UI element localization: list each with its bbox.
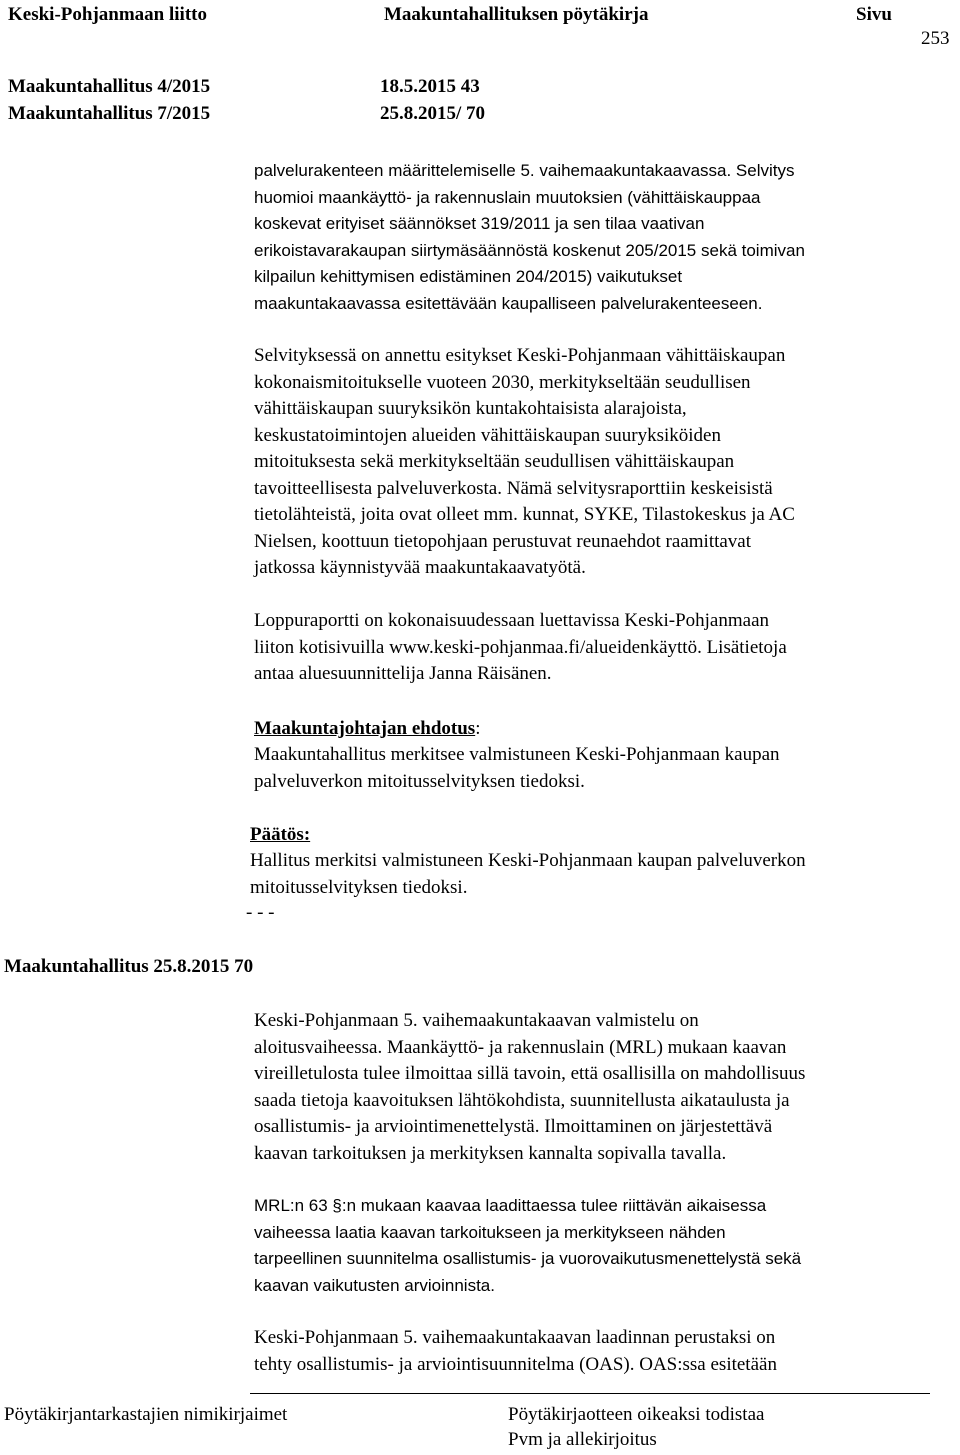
s1-paragraph-3 — [254, 608, 787, 688]
decision-text — [250, 848, 806, 901]
decision-heading: Päätös: — [250, 824, 311, 845]
section-separator: - - - — [246, 902, 275, 923]
s1-paragraph-2 — [254, 343, 795, 582]
text-line: keskustatoimintojen alueiden vähittäiskaupan suuryksiköiden — [254, 424, 721, 446]
text-line: tarpeellinen suunnitelma osallistumis- ja vuorovaikutusmenettelystä sekä — [254, 1249, 802, 1268]
text-line: jatkossa käynnistyvää maakuntakaavatyötä. — [254, 557, 586, 578]
meeting-ref-2-date: 25.8.2015/ 70 — [380, 103, 486, 124]
text-line: tehty osallistumis- ja arviointisuunnitelma (OAS). OAS:ssa esitetään — [254, 1353, 777, 1375]
text-line: Loppuraportti on kokonaisuudessaan luettavissa Keski-Pohjanmaan — [254, 610, 770, 631]
text-line: vireilletulosta tulee ilmoittaa sillä tavoin, että osallisilla on mahdollisuus — [254, 1063, 806, 1084]
text-line: Nielsen, koottuun tietopohjaan perustuvat reunaehdot raamittavat — [254, 530, 752, 552]
section-2-meeting-label: Maakuntahallitus 25.8.2015 70 — [4, 956, 254, 977]
s1-paragraph-1 — [254, 158, 805, 317]
text-line: Hallitus merkitsi valmistuneen Keski-Pohjanmaan kaupan palveluverkon — [250, 850, 806, 871]
text-line: antaa aluesuunnittelija Janna Räisänen. — [254, 663, 552, 684]
text-line: Keski-Pohjanmaan 5. vaihemaakuntakaavan valmistelu on — [254, 1010, 699, 1031]
meeting-ref-1-date: 18.5.2015 43 — [380, 76, 480, 97]
text-line: MRL:n 63 §:n mukaan kaavaa laadittaessa tulee riittävän aikaisessa — [254, 1196, 767, 1215]
text-line: mitoitusselvityksen tiedoksi. — [250, 876, 468, 898]
text-line: liiton kotisivuilla www.keski-pohjanmaa.fi/alueidenkäyttö. Lisätietoja — [254, 636, 787, 658]
text-line: tietolähteistä, joita ovat olleet mm. kunnat, SYKE, Tilastokeskus ja AC — [254, 504, 795, 525]
text-line: Maakuntahallitus merkitsee valmistuneen Keski-Pohjanmaan kaupan — [254, 744, 780, 765]
text-line: kaavan tarkoituksen ja merkityksen kannalta sopivalla tavalla. — [254, 1142, 727, 1164]
text-line: kaavan vaikutusten arvioinnista. — [254, 1275, 495, 1295]
footer-rule — [250, 1393, 930, 1394]
s2-paragraph-1 — [254, 1008, 805, 1167]
proposal-heading-text: Maakuntajohtajan ehdotus — [254, 718, 476, 739]
text-line: maakuntakaavassa esitettävään kaupalliseen palvelurakenteeseen. — [254, 293, 763, 313]
text-line: palveluverkon mitoitusselvityksen tiedoksi. — [254, 770, 585, 792]
s2-paragraph-3 — [254, 1325, 777, 1378]
footer-certification-label: Pöytäkirjaotteen oikeaksi todistaa — [508, 1404, 765, 1425]
text-line: tavoitteellisesta palveluverkosta. Nämä selvitysraporttiin keskeisistä — [254, 477, 773, 499]
proposal-heading-colon: : — [475, 718, 481, 739]
header-doc-title: Maakuntahallituksen pöytäkirja — [384, 4, 649, 25]
footer-initials-label: Pöytäkirjantarkastajien nimikirjaimet — [4, 1404, 288, 1425]
footer-date-signature-label: Pvm ja allekirjoitus — [508, 1429, 657, 1450]
proposal-heading — [254, 716, 480, 743]
text-line: koskevat erityiset säännökset 319/2011 ja sen tilaa vaativan — [254, 214, 705, 233]
text-line: kilpailun kehittymisen edistäminen 204/2015) vaikutukset — [254, 267, 683, 286]
text-line: palvelurakenteen määrittelemiselle 5. vaihemaakuntakaavassa. Selvitys — [254, 161, 795, 180]
header-org: Keski-Pohjanmaan liitto — [8, 4, 207, 25]
text-line: Keski-Pohjanmaan 5. vaihemaakuntakaavan laadinnan perustaksi on — [254, 1327, 776, 1348]
text-line: huomioi maankäyttö- ja rakennuslain muutoksien (vähittäiskauppaa — [254, 187, 761, 207]
proposal-text — [254, 742, 780, 795]
meeting-ref-2-body: Maakuntahallitus 7/2015 — [8, 103, 211, 124]
header-page-label: Sivu — [856, 4, 892, 25]
text-line: kokonaismitoitukselle vuoteen 2030, merkitykseltään seudullisen — [254, 371, 751, 393]
text-line: aloitusvaiheessa. Maankäyttö- ja rakennuslain (MRL) mukaan kaavan — [254, 1036, 787, 1058]
text-line: osallistumis- ja arviointimenettelystä. Ilmoittaminen on järjestettävä — [254, 1116, 773, 1137]
s2-paragraph-2 — [254, 1193, 801, 1299]
text-line: vaiheessa laatia kaavan tarkoitukseen ja merkitykseen nähden — [254, 1222, 726, 1242]
text-line: Selvityksessä on annettu esitykset Keski-Pohjanmaan vähittäiskaupan — [254, 345, 786, 366]
text-line: vähittäiskaupan suuryksikön kuntakohtaisista alarajoista, — [254, 398, 687, 419]
text-line: mitoituksesta sekä merkitykseltään seudullisen vähittäiskaupan — [254, 451, 735, 472]
page-number: 253 — [921, 28, 950, 49]
meeting-ref-1-body: Maakuntahallitus 4/2015 — [8, 76, 211, 97]
text-line: saada tietoja kaavoituksen lähtökohdista, suunnitellusta aikataulusta ja — [254, 1089, 790, 1111]
text-line: erikoistavarakaupan siirtymäsäännöstä koskenut 205/2015 sekä toimivan — [254, 240, 805, 260]
